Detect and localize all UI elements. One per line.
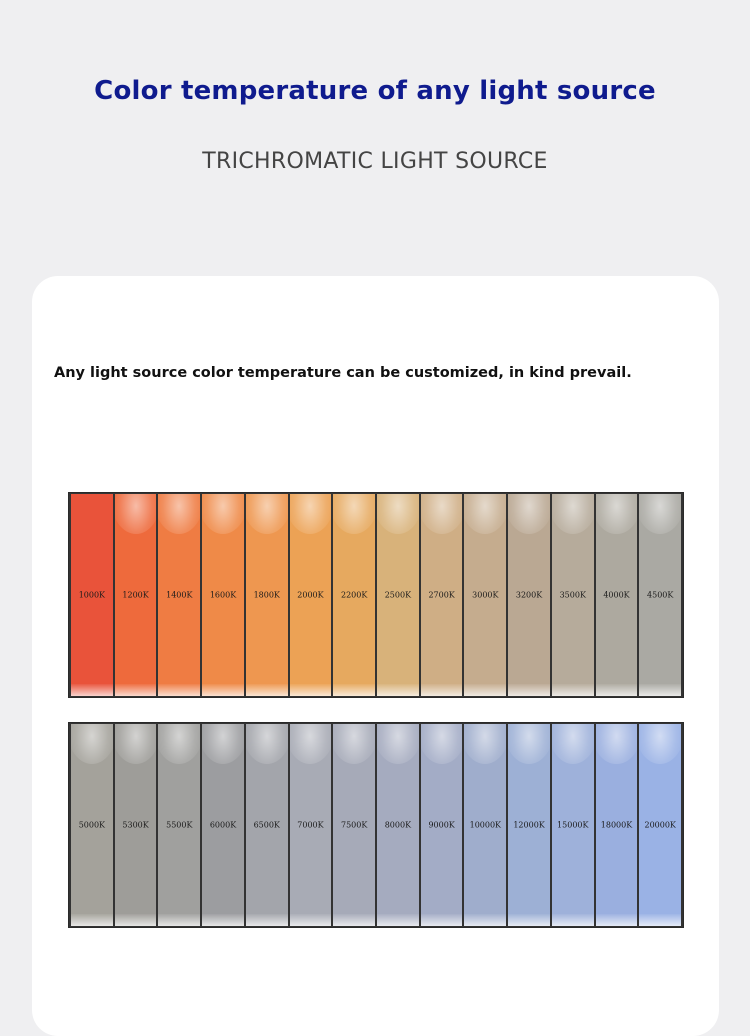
floor-highlight — [596, 684, 638, 696]
floor-highlight — [158, 684, 200, 696]
swatch-20000k — [639, 724, 681, 926]
swatch-7000k — [290, 724, 332, 926]
swatch-1600k — [202, 494, 244, 696]
swatch-1800k — [246, 494, 288, 696]
floor-highlight — [464, 914, 506, 926]
light-glow — [508, 724, 550, 764]
swatch-9000k — [421, 724, 463, 926]
light-glow — [246, 494, 288, 534]
floor-highlight — [71, 914, 113, 926]
floor-highlight — [639, 684, 681, 696]
swatch-label: 9000K — [428, 820, 455, 830]
swatch-label: 1400K — [166, 590, 193, 600]
swatch-3200k — [508, 494, 550, 696]
floor-highlight — [552, 914, 594, 926]
swatch-label: 2500K — [384, 590, 412, 600]
floor-highlight — [464, 684, 506, 696]
swatch-label: 1600K — [209, 590, 237, 600]
light-glow — [421, 724, 463, 764]
swatch-label: 3000K — [472, 590, 499, 600]
floor-highlight — [377, 914, 419, 926]
swatch-18000k — [596, 724, 638, 926]
light-glow — [202, 494, 244, 534]
swatch-10000k — [464, 724, 506, 926]
swatch-label: 3500K — [559, 590, 586, 600]
swatch-15000k — [552, 724, 594, 926]
light-glow — [552, 724, 594, 764]
floor-highlight — [202, 684, 244, 696]
swatch-label: 3200K — [515, 590, 543, 600]
light-glow — [333, 724, 375, 764]
swatch-label: 6500K — [253, 820, 280, 830]
swatch-1200k — [115, 494, 157, 696]
swatch-label: 1000K — [78, 590, 106, 600]
swatch-label: 20000K — [644, 820, 676, 830]
swatch-label: 4500K — [647, 590, 674, 600]
swatch-1400k — [158, 494, 200, 696]
floor-highlight — [202, 914, 244, 926]
light-glow — [246, 724, 288, 764]
floor-highlight — [333, 914, 375, 926]
card-description: Any light source color temperature can be customized, in kind prevail. — [54, 365, 632, 381]
swatch-label: 5300K — [122, 820, 149, 830]
light-glow — [115, 724, 157, 764]
swatch-5300k — [115, 724, 157, 926]
floor-highlight — [71, 684, 113, 696]
swatch-label: 10000K — [469, 820, 502, 830]
swatch-label: 2200K — [341, 590, 368, 600]
floor-highlight — [246, 914, 288, 926]
floor-highlight — [158, 914, 200, 926]
color-temperature-strip-cool — [68, 722, 684, 928]
swatch-label: 1200K — [122, 590, 149, 600]
light-glow — [290, 724, 332, 764]
swatch-8000k — [377, 724, 419, 926]
swatch-7500k — [333, 724, 375, 926]
light-glow — [596, 494, 638, 534]
floor-highlight — [290, 684, 332, 696]
swatch-4000k — [596, 494, 638, 696]
floor-highlight — [639, 914, 681, 926]
color-temperature-strip-warm — [68, 492, 684, 698]
light-glow — [639, 494, 681, 534]
swatch-label: 5500K — [166, 820, 193, 830]
light-glow — [333, 494, 375, 534]
light-glow — [552, 494, 594, 534]
swatch-label: 4000K — [603, 590, 630, 600]
floor-highlight — [333, 684, 375, 696]
floor-highlight — [115, 914, 157, 926]
swatch-2200k — [333, 494, 375, 696]
swatch-label: 18000K — [600, 820, 633, 830]
swatch-2000k — [290, 494, 332, 696]
page-subtitle: TRICHROMATIC LIGHT SOURCE — [202, 149, 548, 174]
swatch-label: 8000K — [384, 820, 412, 830]
swatch-label: 7500K — [341, 820, 368, 830]
light-glow — [115, 494, 157, 534]
swatch-label: 2700K — [428, 590, 455, 600]
floor-highlight — [246, 684, 288, 696]
light-glow — [158, 494, 200, 534]
floor-highlight — [596, 914, 638, 926]
light-glow — [464, 724, 506, 764]
floor-highlight — [290, 914, 332, 926]
swatch-label: 6000K — [209, 820, 237, 830]
swatch-5000k — [71, 724, 113, 926]
floor-highlight — [421, 914, 463, 926]
swatch-label: 5000K — [78, 820, 106, 830]
swatch-label: 2000K — [297, 590, 324, 600]
swatch-12000k — [508, 724, 550, 926]
swatch-6000k — [202, 724, 244, 926]
swatch-1000k — [71, 494, 113, 696]
light-glow — [464, 494, 506, 534]
light-glow — [596, 724, 638, 764]
swatch-3000k — [464, 494, 506, 696]
swatch-label: 15000K — [557, 820, 589, 830]
floor-highlight — [421, 684, 463, 696]
swatch-3500k — [552, 494, 594, 696]
light-glow — [377, 494, 419, 534]
floor-highlight — [377, 684, 419, 696]
swatch-2700k — [421, 494, 463, 696]
swatch-2500k — [377, 494, 419, 696]
floor-highlight — [552, 684, 594, 696]
swatch-5500k — [158, 724, 200, 926]
swatch-6500k — [246, 724, 288, 926]
swatch-4500k — [639, 494, 681, 696]
floor-highlight — [115, 684, 157, 696]
light-glow — [639, 724, 681, 764]
light-glow — [377, 724, 419, 764]
light-glow — [290, 494, 332, 534]
swatch-label: 1800K — [253, 590, 280, 600]
swatch-label: 7000K — [297, 820, 324, 830]
light-glow — [508, 494, 550, 534]
light-glow — [158, 724, 200, 764]
page-title: Color temperature of any light source — [94, 76, 656, 106]
light-glow — [71, 724, 113, 764]
swatch-label: 12000K — [513, 820, 545, 830]
light-glow — [202, 724, 244, 764]
light-glow — [421, 494, 463, 534]
floor-highlight — [508, 684, 550, 696]
floor-highlight — [508, 914, 550, 926]
